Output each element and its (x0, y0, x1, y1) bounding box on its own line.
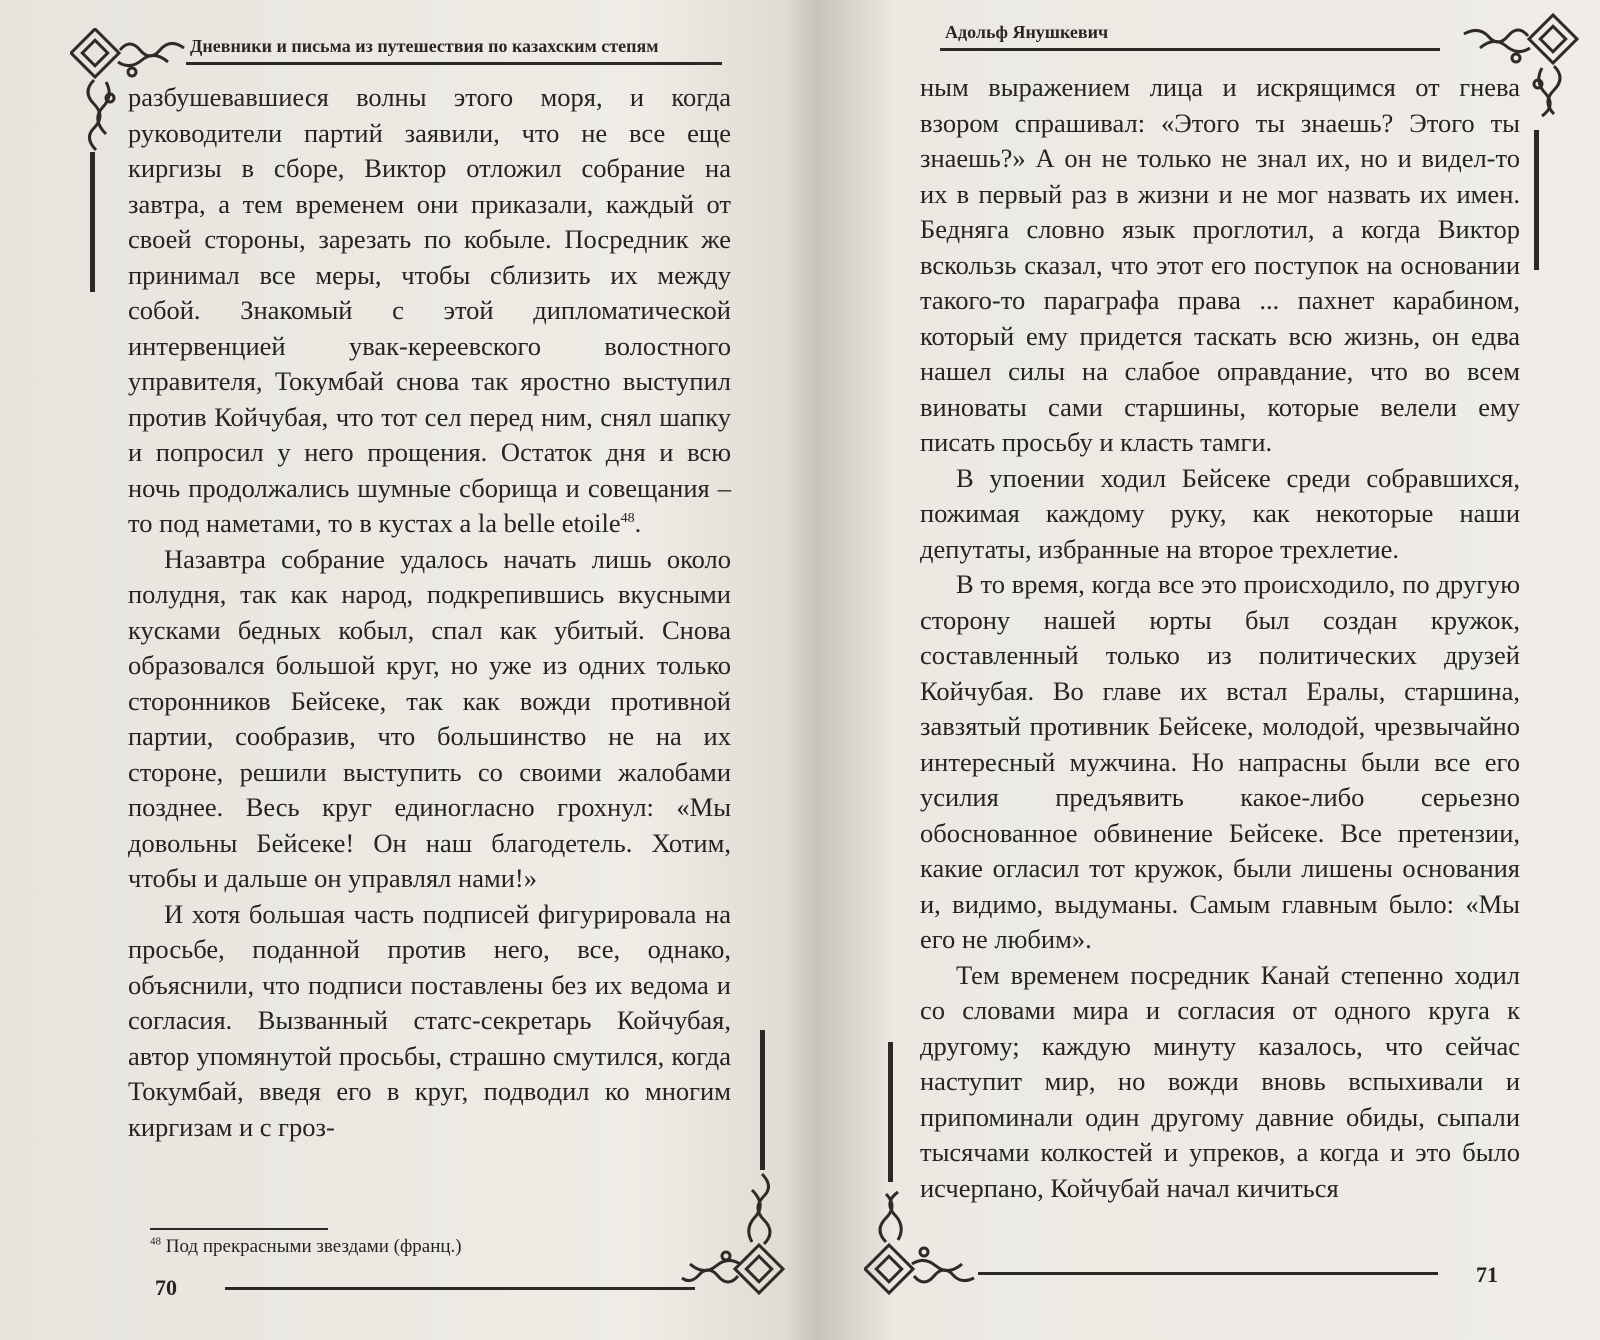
right-margin-bar (760, 1030, 765, 1170)
paragraph: В то время, когда все это происходило, по другую сторону нашей юрты был создан кружок, составленный только из политических друзей Койчубая. Во главе их встал Ералы, старшина, завзятый противник Бейсеке, молодой, чрезвычайно интересный мужчина. Но напрасны были все его усилия предъявить какое-либо серьезно обоснованное обвинение Бейсеке. Все претензии, какие огласил тот кружок, были лишены основания и, видимо, выдуманы. Самым главным было: «Мы его не любим». (920, 569, 1520, 954)
footnote-rule (150, 1228, 328, 1230)
paragraph: ным выражением лица и искрящимся от гнева взором спрашивал: «Этого ты знаешь? Этого ты знаешь?» А он не только не знал их, но и видел-то их в первый раз в жизни и не мог назвать их имен. Бедняга словно язык проглотил, а когда Виктор вскользь сказал, что этот его поступок на основании такого-то параграфа права ... пахнет карабином, который ему придется таскать всю жизнь, он едва нашел силы на слабое оправдание, что во всем виноваты сами старшины, которые велели ему писать просьбу и класть тамги. (920, 72, 1520, 457)
paragraph: разбушевавшиеся волны этого моря, и когда руководители партий заявили, что не все еще киргизы в сборе, Виктор отложил собрание на завтра, а тем временем они приказали, каждый от своей стороны, зарезать по кобыле. Посредник же принимал все меры, чтобы сблизить их между собой. Знакомый с этой дипломатической интервенцией увак-кереевского волостного управителя, Токумбай снова так яростно выступил против Койчубая, что тот сел перед ним, снял шапку и попросил у него прощения. Остаток дня и всю ночь продолжались шумные сборища и совещания – то под наметами, то в кустах a la belle etoile$^{48}$. (128, 82, 731, 538)
running-head: Дневники и письма из путешествия по казахским степям (190, 36, 659, 56)
paragraph: Назавтра собрание удалось начать лишь около полудня, так как народ, подкрепившись вкусными кусками бедных кобыл, спал как убитый. Снова образовался большой круг, но уже из одних только сторонников Бейсеке, так как вожди противной партии, сообразив, что большинство не на их стороне, решили выступить со своими жалобами позднее. Весь круг единогласно грохнул: «Мы довольны Бейсеке! Он наш благодетель. Хотим, чтобы и дальше он управлял нами!» (128, 543, 731, 893)
footer-rule (225, 1287, 695, 1290)
left-margin-bar (90, 152, 95, 292)
page-number: 71 (1476, 1262, 1498, 1287)
corner-ornament-bottom-right (680, 1160, 790, 1300)
right-body-text (920, 70, 1520, 1206)
left-margin-bar (888, 1042, 893, 1182)
paragraph: И хотя большая часть подписей фигурировала на просьбе, поданной против него, все, однако, объяснили, что подписи поставлены без их ведома и согласия. Вызванный статс-секретарь Койчубая, автор упомянутой просьбы, страшно смутился, когда Токумбай, введя его в круг, подводил ко многим киргизам и с гроз- (128, 898, 731, 1142)
corner-ornament-bottom-left (864, 1180, 984, 1300)
page-number: 70 (155, 1275, 177, 1300)
footnote (150, 1236, 462, 1258)
right-margin-bar (1534, 130, 1539, 270)
left-body-text (128, 80, 731, 1145)
footnote-text: Под прекрасными звездами (франц.) (165, 1236, 462, 1257)
paragraph-text: разбушевавшиеся волны этого моря, и когда руководители партий заявили, что не все еще киргизы в сборе, Виктор отложил собрание на завтра, а тем временем они приказали, каждый от своей стороны, зарезать по кобыле. Посредник же принимал все меры, чтобы сблизить их между собой. Знакомый с этой дипломатической интервенцией увак-кереевского волостного управителя, Токумбай снова так яростно выступил против Койчубая, что тот сел перед ним, снял шапку и попросил у него прощения. Остаток дня и всю ночь продолжались шумные сборища и совещания – то под наметами, то в кустах a la belle etoile (128, 82, 731, 538)
header-rule (186, 62, 722, 65)
running-head: Адольф Янушкевич (945, 22, 1109, 42)
footnote-number: 48 (150, 1235, 161, 1248)
header-rule (940, 48, 1440, 51)
footer-rule (978, 1272, 1438, 1275)
right-page (800, 0, 1600, 1340)
paragraph: В упоении ходил Бейсеке среди собравшихся, пожимая каждому руку, как некоторые наши депутаты, избранные на второе трехлетие. (920, 462, 1520, 564)
footnote-marker: 48 (620, 511, 635, 527)
paragraph: Тем временем посредник Канай степенно ходил со словами мира и согласия от одного круга к другому; каждую минуту казалось, что сейчас наступит мир, но вожди вновь вспыхивали и припоминали один другому давние обиды, сыпали тысячами колкостей и упреков, а когда и это было исчерпано, Койчубай начал кичиться (920, 959, 1520, 1203)
